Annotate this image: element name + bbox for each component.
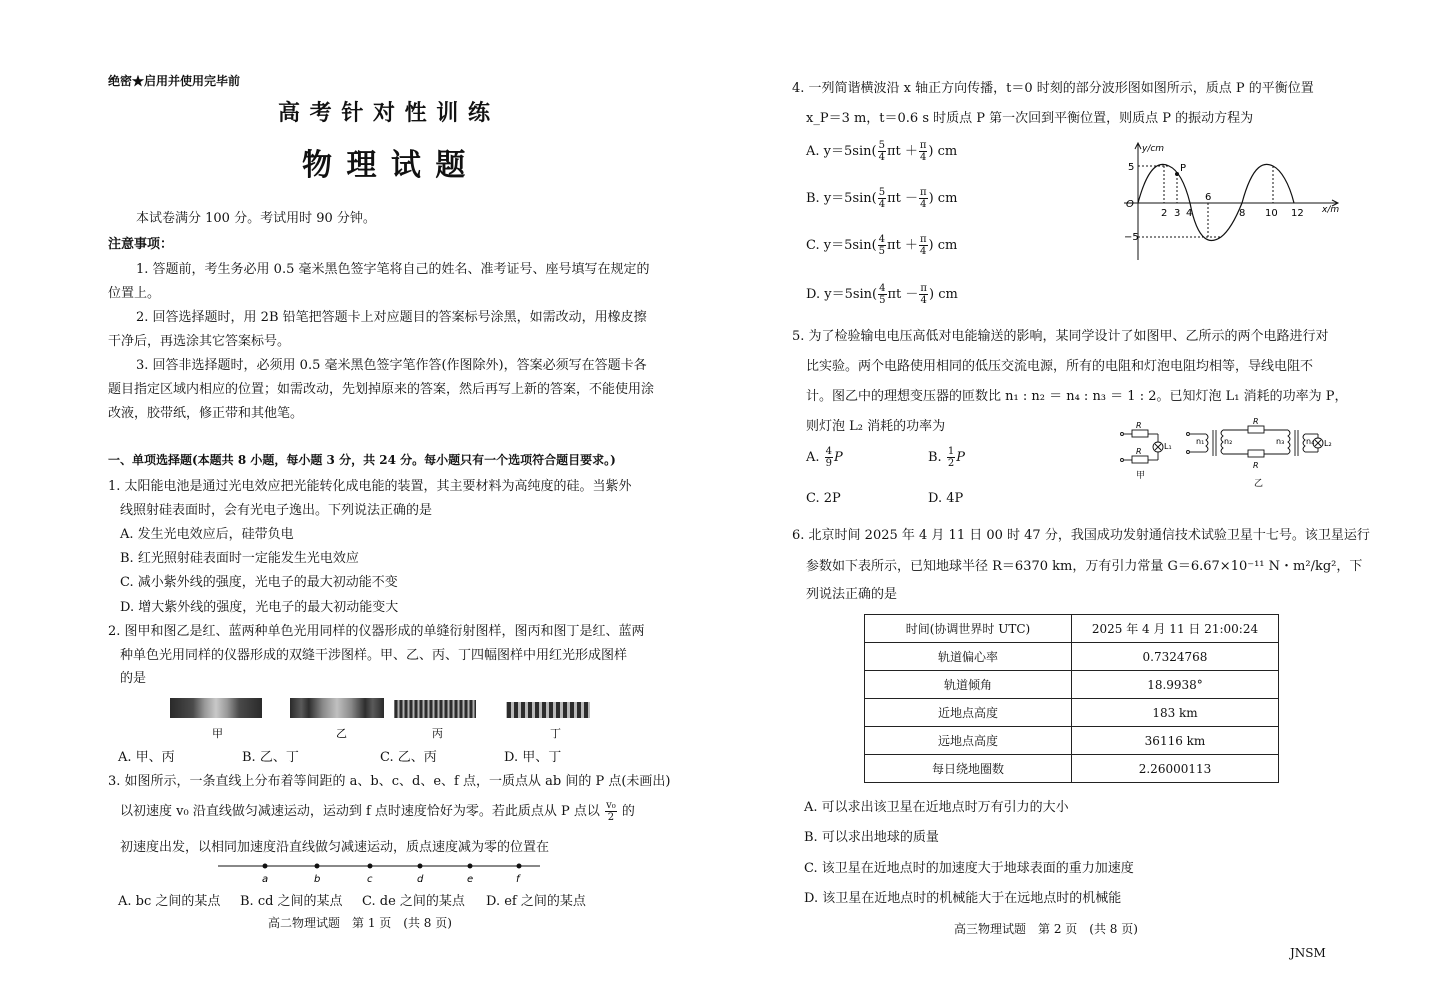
q2-option-a: A. 甲、丙 [118,750,175,765]
q1-option-c: C. 减小紫外线的强度，光电子的最大初动能不变 [120,575,398,590]
note-3-line-1: 3. 回答非选择题时，必须用 0.5 毫米黑色签字笔作答(作图除外)，答案必须写在答题卡各 [136,358,647,373]
q5-option-c: C. 2P [806,491,841,506]
table-row [865,615,1279,643]
q3-option-a: A. bc 之间的某点 [118,894,221,909]
table-cell-label: 轨道倾角 [865,671,1072,699]
table-cell-label: 轨道偏心率 [865,643,1072,671]
table-row [865,727,1279,755]
pattern-bing [394,700,476,718]
right-page-footer: 高三物理试题 第 2 页 (共 8 页) [954,922,1138,936]
q5-option-d: D. 4P [928,491,964,506]
q6-option-d: D. 该卫星在近地点时的机械能大于在远地点时的机械能 [804,891,1122,906]
circuit-n4-label: n₄ [1306,437,1315,446]
point-label-d: d [417,874,424,885]
q2-stem-line-3: 的是 [120,671,147,686]
left-page-footer: 高二物理试题 第 1 页 (共 8 页) [268,916,452,930]
circuit-n2-label: n₂ [1224,437,1233,446]
q4-stem-line-2: x_P＝3 m，t＝0.6 s 时质点 P 第一次回到平衡位置，则质点 P 的振动方程为 [806,111,1254,126]
q1-option-d: D. 增大紫外线的强度，光电子的最大初动能变大 [120,600,399,615]
wave-x-tick-3: 3 [1174,208,1181,219]
point-label-c: c [367,874,373,885]
wave-x-tick-12: 12 [1291,208,1304,219]
circuit-l1-label: L₁ [1164,442,1172,451]
wave-x-tick-4: 4 [1186,208,1193,219]
circuit-yi-label: 乙 [1254,479,1264,489]
q4-option-c: C. y＝5sin( $\frac{4}{5}$ πt ＋ $\frac{\pi}{4}$ ) cm [806,234,958,257]
table-header-time: 时间(协调世界时 UTC) [865,615,1072,643]
q3-stem-line-2: 以初速度 v₀ 沿直线做匀减速运动，运动到 f 点时速度恰好为零。若此质点从 P 点以 $\frac{\text{v₀}}{2}$ 的 [120,800,635,823]
q2-option-c: C. 乙、丙 [380,750,437,765]
point-label-a: a [262,874,269,885]
q5-option-a: A. $\frac{4}{9}$ P [806,446,843,469]
q5-stem-line-1: 5. 为了检验输电电压高低对电能输送的影响，某同学设计了如图甲、乙所示的两个电路进行对 [792,329,1329,344]
q6-option-a: A. 可以求出该卫星在近地点时万有引力的大小 [804,800,1069,815]
table-row [865,643,1279,671]
orbit-parameters-table [864,614,1279,783]
circuit-jia-r1-label: R [1136,421,1142,430]
note-2-line-1: 2. 回答选择题时，用 2B 铅笔把答题卡上对应题目的答案标号涂黑，如需改动，用橡皮擦 [136,310,647,325]
circuit-jia-r2-label: R [1136,447,1142,456]
table-row [865,671,1279,699]
q4-option-d: D. y＝5sin( $\frac{4}{5}$ πt － $\frac{\pi}{4}$ ) cm [806,283,958,306]
note-2-line-2: 干净后，再选涂其它答案标号。 [108,334,291,349]
table-cell-label: 远地点高度 [865,727,1072,755]
table-cell-value: 18.9938° [1072,671,1279,699]
q3-stem-line-3: 初速度出发，以相同加速度沿直线做匀减速运动，质点速度减为零的位置在 [120,840,550,855]
wave-x-tick-2: 2 [1161,208,1168,219]
pattern-label-jia: 甲 [212,727,223,740]
table-cell-value: 0.7324768 [1072,643,1279,671]
exam-subject-title: 物 理 试 题 [302,148,468,183]
q4-option-b: B. y＝5sin( $\frac{5}{4}$ πt － $\frac{\pi}{4}$ ) cm [806,187,958,210]
exam-intro: 本试卷满分 100 分。考试用时 90 分钟。 [136,211,376,226]
pattern-label-bing: 丙 [432,727,443,740]
pattern-yi [290,698,384,718]
wave-point-p-label: P [1180,163,1187,174]
point-label-f: f [516,874,520,885]
table-cell-value: 36116 km [1072,727,1279,755]
q5-stem-line-3: 计。图乙中的理想变压器的匝数比 n₁ : n₂ ＝ n₄ : n₃ ＝ 1 : 2。已知灯泡 L₁ 消耗的功率为 P， [806,389,1348,404]
point-label-e: e [467,874,474,885]
wave-x-tick-6: 6 [1205,192,1212,203]
exam-title: 高 考 针 对 性 训 练 [278,100,491,126]
q6-stem-line-2: 参数如下表所示，已知地球半径 R＝6370 km，万有引力常量 G＝6.67×10⁻¹¹ N・m²/kg²，下 [806,559,1363,574]
circuit-yi-r1-label: R [1253,418,1259,426]
q2-stem-line-1: 2. 图甲和图乙是红、蓝两种单色光用同样的仪器形成的单缝衍射图样，图丙和图丁是红、蓝两 [108,624,645,639]
table-cell-label: 近地点高度 [865,699,1072,727]
circuit-diagrams [1112,418,1348,490]
section-heading: 一、单项选择题(本题共 8 小题，每小题 3 分，共 24 分。每小题只有一个选项符合题目要求。) [108,453,616,467]
table-cell-label: 每日绕地圈数 [865,755,1072,783]
q6-stem-line-1: 6. 北京时间 2025 年 4 月 11 日 00 时 47 分，我国成功发射通信技术试验卫星十七号。该卫星运行 [792,528,1370,543]
q3-option-d: D. ef 之间的某点 [486,894,586,909]
wave-y-tick-5: 5 [1128,162,1135,173]
q6-stem-line-3: 列说法正确的是 [806,587,898,602]
table-cell-value: 2.26000113 [1072,755,1279,783]
pattern-label-ding: 丁 [550,727,561,740]
q2-stem-line-2: 种单色光用同样的仪器形成的双缝干涉图样。甲、乙、丙、丁四幅图样中用红光形成图样 [120,648,628,663]
secret-label: 绝密★启用并使用完毕前 [108,74,241,88]
table-cell-value: 183 km [1072,699,1279,727]
note-1-line-1: 1. 答题前，考生务必用 0.5 毫米黑色签字笔将自己的姓名、准考证号、座号填写在规定的 [136,262,650,277]
table-header-time-value: 2025 年 4 月 11 日 21:00:24 [1072,615,1279,643]
circuit-jia [1121,430,1164,463]
notes-heading: 注意事项： [108,237,174,252]
q3-line-figure [214,858,544,888]
pattern-ding [506,702,590,718]
q2-option-b: B. 乙、丁 [242,750,299,765]
table-row [865,755,1279,783]
circuit-l2-label: L₂ [1324,439,1332,448]
q4-option-a: A. y＝5sin( $\frac{5}{4}$ πt ＋ $\frac{\pi}{4}$ ) cm [806,140,958,163]
q2-option-d: D. 甲、丁 [504,750,562,765]
q1-option-b: B. 红光照射硅表面时一定能发生光电效应 [120,551,359,566]
q4-stem-line-1: 4. 一列简谐横波沿 x 轴正方向传播，t＝0 时刻的部分波形图如图所示，质点 P 的平衡位置 [792,81,1314,96]
q3-fraction-denominator: 2 [607,812,615,823]
document-code: JNSM [1290,946,1326,960]
circuit-n3-label: n₃ [1276,437,1285,446]
q6-option-b: B. 可以求出地球的质量 [804,830,939,845]
q5-option-b: B. $\frac{1}{2}$ P [928,446,965,469]
q1-option-a: A. 发生光电效应后，硅带负电 [120,527,294,542]
fringe-patterns-figure [166,694,596,744]
wave-x-tick-8: 8 [1239,208,1246,219]
q1-stem-line-1: 1. 太阳能电池是通过光电效应把光能转化成电能的装置，其主要材料为高纯度的硅。当紫外 [108,479,632,494]
circuit-n1-label: n₁ [1196,437,1205,446]
wave-x-tick-10: 10 [1265,208,1278,219]
wave-graph [1118,140,1348,266]
note-1-line-2: 位置上。 [108,286,161,301]
wave-origin-label: O [1126,199,1134,210]
point-label-b: b [314,874,321,885]
wave-y-tick-neg5: −5 [1124,232,1139,243]
q5-stem-line-4: 则灯泡 L₂ 消耗的功率为 [806,419,946,434]
pattern-jia [170,698,262,718]
note-3-line-3: 改液，胶带纸，修正带和其他笔。 [108,406,304,421]
circuit-jia-label: 甲 [1136,471,1146,481]
q3-fraction-numerator: v₀ [606,800,616,811]
circuit-yi-r2-label: R [1253,461,1259,470]
wave-y-axis-label: y/cm [1142,144,1165,154]
q6-option-c: C. 该卫星在近地点时的加速度大于地球表面的重力加速度 [804,861,1134,876]
q3-option-b: B. cd 之间的某点 [240,894,343,909]
pattern-label-yi: 乙 [336,727,347,740]
q1-stem-line-2: 线照射硅表面时，会有光电子逸出。下列说法正确的是 [120,503,433,518]
q5-stem-line-2: 比实验。两个电路使用相同的低压交流电源，所有的电阻和灯泡电阻均相等，导线电阻不 [806,359,1314,374]
wave-x-axis-label: x/m [1322,205,1340,215]
q3-option-c: C. de 之间的某点 [362,894,465,909]
circuit-yi [1187,426,1324,457]
note-3-line-2: 题目指定区域内相应的位置；如需改动，先划掉原来的答案，然后再写上新的答案，不能使用涂 [108,382,655,397]
table-row [865,699,1279,727]
q3-stem-line-1: 3. 如图所示，一条直线上分布着等间距的 a、b、c、d、e、f 点，一质点从 ab 间的 P 点(未画出) [108,774,671,789]
